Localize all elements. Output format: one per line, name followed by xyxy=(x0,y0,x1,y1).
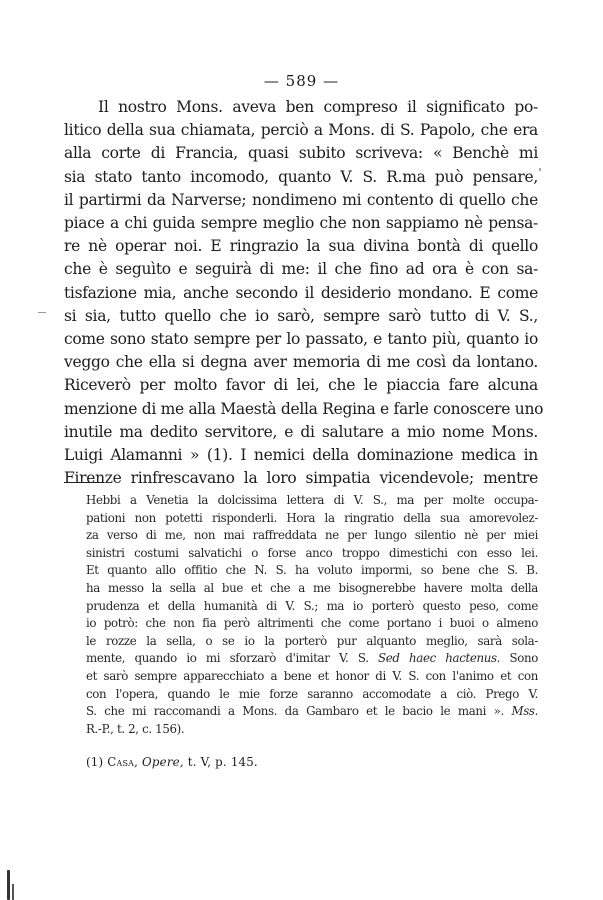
footnote-italic: Sed haec hactenus. xyxy=(378,651,501,666)
page-number: — 589 — xyxy=(263,72,340,90)
text-line: Il nostro Mons. aveva ben compreso il significato po- xyxy=(98,98,538,116)
margin-mark xyxy=(38,312,46,313)
text-line: alla corte di Francia, quasi subito scriveva: « Benchè mi xyxy=(64,144,538,163)
footnote-italic: Mss. xyxy=(511,704,539,719)
footnote-line: con l'opera, quando le mie forze saranno accomodate a ciò. Prego V. xyxy=(86,686,538,701)
citation-author: Casa, xyxy=(107,755,139,769)
footnote-line: za verso di me, non mai raffreddata ne per lungo silentio nè per miei xyxy=(86,528,538,543)
footnote-block xyxy=(86,492,538,738)
text-line: litico della sua chiamata, perciò a Mons. di S. Papolo, che era xyxy=(64,121,538,140)
scan-edge-mark xyxy=(12,884,14,900)
footnote-line: R.-P., t. 2, c. 156). xyxy=(86,721,185,736)
footnote-line xyxy=(86,650,538,668)
text-line: il partirmi da Narverse; nondimeno mi contento di quello che xyxy=(64,190,538,209)
scan-edge-mark xyxy=(7,870,10,900)
text-line: piace a chi guida sempre meglio che non sappiamo nè pensa- xyxy=(64,214,538,233)
footnote-line: prudenza et della humanità di V. S.; ma io porterò questo peso, come xyxy=(86,598,538,613)
footnote-line xyxy=(86,703,538,721)
citation-work: Opere, xyxy=(142,755,184,769)
footnote-line: sinistri costumi salvatichi o forse anco troppo dimestichi con esso lei. xyxy=(86,545,538,560)
text-line: tisfazione mia, anche secondo il desiderio mondano. E come xyxy=(64,283,538,302)
citation-reference: t. V, p. 145. xyxy=(187,755,258,769)
footnote-separator xyxy=(64,482,104,483)
footnote-text: S. che mi raccomandi a Mons. da Gambaro et le bacio le mani ». xyxy=(86,704,504,719)
main-text xyxy=(64,96,544,490)
footnote-line: io potrò: che non fia però altrimenti che come portano i buoi o almeno xyxy=(86,616,538,631)
text-line: re nè operar noi. E ringrazio la sua divina bontà di quello xyxy=(64,237,538,256)
text-line: sia stato tanto incomodo, quanto V. S. R.ma può pensare, xyxy=(64,167,538,186)
footnote-line: pationi non potetti risponderli. Hora la ringratio della sua amorevolez- xyxy=(86,510,538,525)
footnote-line: Et quanto allo offitio che N. S. ha voluto impormi, so bene che S. B. xyxy=(86,563,538,578)
text-line: veggo che ella si degna aver memoria di me così da lontano. xyxy=(64,353,538,372)
text-line: Firenze rinfrescavano la loro simpatia vicendevole; mentre xyxy=(64,469,538,488)
footnote-text: mente, quando io mi sforzarò d'imitar V. S. xyxy=(86,651,369,666)
citation-footnote xyxy=(86,755,258,769)
text-line: Riceverò per molto favor di lei, che le piaccia fare alcuna xyxy=(64,376,538,395)
footnote-line: et sarò sempre apparecchiato a bene et honor di V. S. con l'animo et con xyxy=(86,668,538,683)
footnote-line: ha messo la sella al bue et che a me bisognerebbe havere molta della xyxy=(86,580,538,595)
citation-marker: (1) xyxy=(86,755,104,769)
text-line: come sono stato sempre per lo passato, e tanto più, quanto io xyxy=(64,330,538,349)
footnote-line: Hebbi a Venetia la dolcissima lettera di V. S., ma per molte occupa- xyxy=(86,493,538,507)
text-line: si sia, tutto quello che io sarò, sempre sarò tutto di V. S., xyxy=(64,306,538,325)
footnote-line: le rozze la sella, o se io la porterò pur alquanto meglio, sarà sola- xyxy=(86,633,538,648)
footnote-text: Sono xyxy=(509,651,538,666)
margin-mark xyxy=(539,168,541,171)
text-line: Luigi Alamanni » (1). I nemici della dominazione medica in xyxy=(64,446,538,465)
text-line: menzione di me alla Maestà della Regina e farle conoscere uno xyxy=(64,399,544,418)
text-line: inutile ma dedito servitore, e di salutare a mio nome Mons. xyxy=(64,422,538,441)
text-line: che è seguìto e seguirà di me: il che fino ad ora è con sa- xyxy=(64,260,538,279)
